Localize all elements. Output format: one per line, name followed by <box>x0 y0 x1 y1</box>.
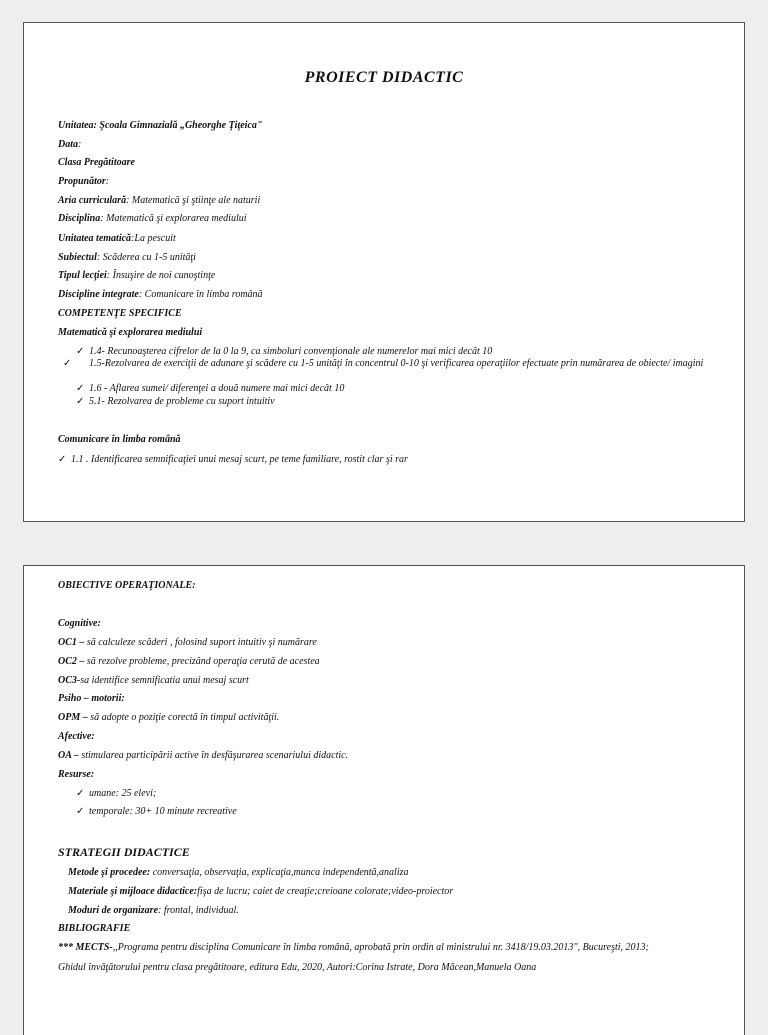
field-subiectul: Subiectul: Scăderea cu 1-5 unităţi <box>58 252 196 263</box>
field-unitatea: Unitatea: Şcoala Gimnazială „Gheorghe Ţiţeica" <box>58 120 263 131</box>
obiective-heading: OBIECTIVE OPERAŢIONALE: <box>58 580 196 591</box>
materiale-line: Materiale şi mijloace didactice:fişa de lucru; caiet de creaţie;creioane colorate;video-proiector <box>68 886 454 897</box>
cognitive-heading: Cognitive: <box>58 618 101 629</box>
resurse-item: ✓ temporale: 30+ 10 minute recreative <box>76 806 237 817</box>
check-icon: ✓ <box>58 454 67 465</box>
document-title: PROIECT DIDACTIC <box>304 69 464 86</box>
math-heading: Matematică şi explorarea mediului <box>58 327 203 338</box>
check-icon: ✓ <box>76 383 85 394</box>
math-item: ✓ 1.6 - Aflarea sumei/ diferenţei a două numere mai mici decât 10 <box>76 383 345 394</box>
psiho-heading: Psiho – motorii: <box>58 693 125 704</box>
check-icon: ✓ <box>76 806 85 817</box>
metode-line: Metode şi procedee: conversaţia, observaţia, explicaţia,munca independentă,analiza <box>68 867 409 878</box>
resurse-heading: Resurse: <box>58 769 95 780</box>
field-data: Data: <box>58 139 82 150</box>
strategii-heading: STRATEGII DIDACTICE <box>58 845 190 859</box>
field-disciplina: Disciplina: Matematică şi explorarea mediului <box>58 213 247 224</box>
competente-heading: COMPETENŢE SPECIFICE <box>58 308 182 319</box>
objective-oa: OA – stimularea participării active în desfăşurarea scenariului didactic. <box>58 750 349 761</box>
document-page-1 <box>23 22 745 522</box>
document-page-2 <box>23 565 745 1035</box>
check-icon: ✓ <box>76 788 85 799</box>
objective-oc2: OC2 – să rezolve probleme, precizând operaţia cerută de acestea <box>58 656 320 667</box>
bibliography-entry: *** MECTS-,,Programa pentru disciplina Comunicare în limba română, aprobată prin ordin al ministrului nr. 3418/19.03.2013", Bucureşti, 2013; <box>58 942 649 953</box>
afective-heading: Afective: <box>58 731 95 742</box>
field-propunator: Propunător: <box>58 176 110 187</box>
check-icon: ✓ <box>63 358 72 369</box>
math-item: ✓ 1.5-Rezolvarea de exerciţii de adunare şi scădere cu 1-5 unităţi în concentrul 0-10 şi verificarea operaţiilor efectuate prin numărarea de obiecte/ imagini <box>63 358 704 369</box>
objective-oc3: OC3-sa identifice semnificatia unui mesaj scurt <box>58 675 249 686</box>
field-tipul-lectiei: Tipul lecţiei: Însuşire de noi cunoştinţe <box>58 270 216 281</box>
field-discipline-integrate: Discipline integrate: Comunicare în limba română <box>58 289 263 300</box>
check-icon: ✓ <box>76 396 85 407</box>
moduri-line: Moduri de organizare: frontal, individual. <box>68 905 239 916</box>
comm-heading: Comunicare în limba română <box>58 434 181 445</box>
comm-item: ✓ 1.1 . Identificarea semnificaţiei unui mesaj scurt, pe teme familiare, rostit clar şi rar <box>58 454 408 465</box>
math-item: ✓ 1.4- Recunoaşterea cifrelor de la 0 la 9, ca simboluri convenţionale ale numerelor mai mici decât 10 <box>76 346 493 357</box>
field-aria-curriculara: Aria curriculară: Matematică şi ştiinţe ale naturii <box>58 195 261 206</box>
objective-oc1: OC1 – să calculeze scăderi , folosind suport intuitiv şi numărare <box>58 637 317 648</box>
field-unitatea-tematica: Unitatea tematică:La pescuit <box>58 233 176 244</box>
field-clasa: Clasa Pregătitoare <box>58 157 135 168</box>
math-item: ✓ 5.1- Rezolvarea de probleme cu suport intuitiv <box>76 396 275 407</box>
check-icon: ✓ <box>76 346 85 357</box>
objective-opm: OPM – să adopte o poziţie corectă în timpul activităţii. <box>58 712 280 723</box>
bibliografie-heading: BIBLIOGRAFIE <box>58 923 131 934</box>
bibliography-entry: Ghidul învăţătorului pentru clasa pregătitoare, editura Edu, 2020, Autori:Corina Istrate, Dora Măcean,Manuela Oana <box>58 962 537 973</box>
resurse-item: ✓ umane: 25 elevi; <box>76 788 157 799</box>
